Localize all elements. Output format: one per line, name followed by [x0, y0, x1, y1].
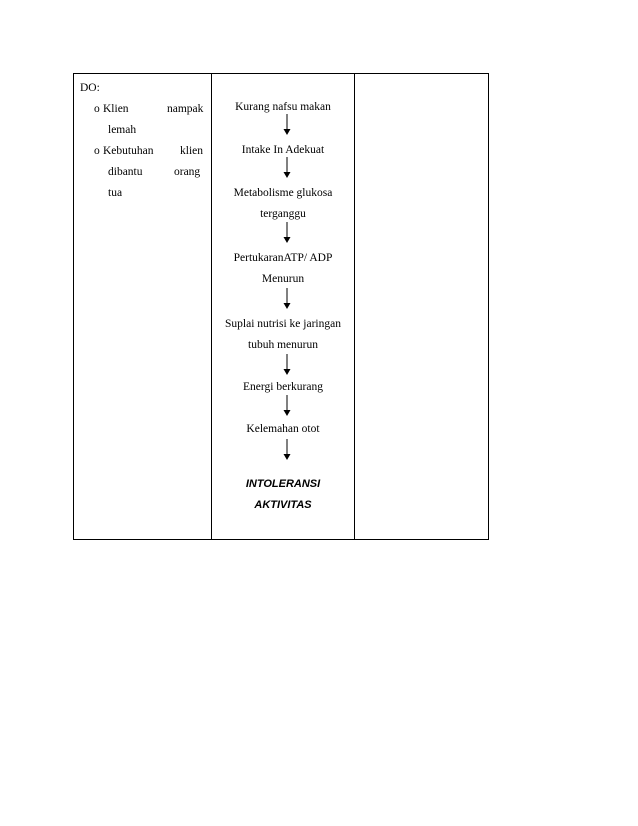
- diagnosis-title: INTOLERANSI: [245, 478, 321, 490]
- down-arrow-icon: [282, 114, 292, 136]
- flow-node: Intake In Adekuat: [241, 144, 325, 156]
- bullet-marker: o: [94, 145, 100, 157]
- column-divider: [354, 74, 355, 539]
- item2-word: tua: [108, 187, 123, 199]
- item1-word: nampak: [167, 103, 204, 115]
- down-arrow-icon: [282, 288, 292, 310]
- bullet-marker: o: [94, 103, 100, 115]
- down-arrow-icon: [282, 395, 292, 417]
- do-heading: DO:: [80, 82, 100, 94]
- flow-node: terganggu: [260, 208, 306, 220]
- item2-word: orang: [174, 166, 201, 178]
- item2-word: klien: [180, 145, 203, 157]
- item1-word: Klien: [103, 103, 129, 115]
- flow-node: Kelemahan otot: [246, 423, 320, 435]
- diagnosis-title: AKTIVITAS: [254, 499, 312, 511]
- flow-node: tubuh menurun: [248, 339, 318, 351]
- item2-word: dibantu: [108, 166, 143, 178]
- item1-word: lemah: [108, 124, 137, 136]
- down-arrow-icon: [282, 354, 292, 376]
- analysis-table: [73, 73, 489, 540]
- item2-word: Kebutuhan: [103, 145, 154, 157]
- flow-node: Metabolisme glukosa: [233, 187, 333, 199]
- down-arrow-icon: [282, 439, 292, 461]
- flow-node: Kurang nafsu makan: [235, 101, 331, 113]
- down-arrow-icon: [282, 222, 292, 244]
- flow-node: PertukaranATP/ ADP: [233, 252, 333, 264]
- flow-node: Suplai nutrisi ke jaringan: [225, 318, 341, 330]
- down-arrow-icon: [282, 157, 292, 179]
- flow-node: Energi berkurang: [243, 381, 323, 393]
- flow-node: Menurun: [261, 273, 305, 285]
